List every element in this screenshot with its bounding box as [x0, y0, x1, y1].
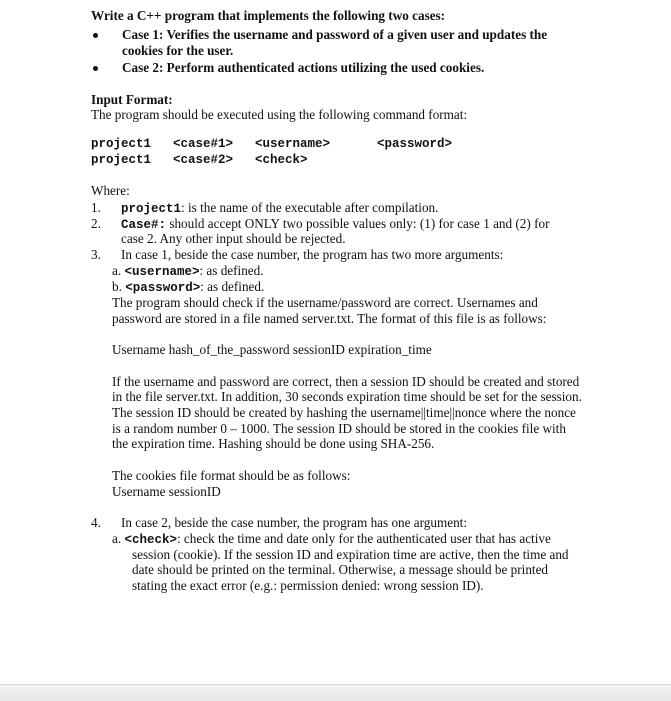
case1-line2: cookies for the user.	[122, 43, 234, 58]
cmd1-program: project1	[91, 137, 152, 151]
para2-line1: If the username and password are correct, then a session ID should be created and stored	[112, 374, 580, 389]
input-format-intro: The program should be executed using the following command format:	[91, 107, 468, 122]
item2-line2: case 2. Any other input should be rejected.	[121, 231, 346, 246]
item1-code: project1	[121, 202, 182, 216]
item3a-line	[112, 263, 264, 281]
item3a-code: <username>	[124, 265, 200, 279]
bullet-dot	[93, 33, 98, 38]
item-number: 3.	[91, 247, 101, 262]
sub-label: a.	[112, 531, 122, 546]
case1-line1: Case 1: Verifies the username and password of a given user and updates the	[122, 27, 548, 42]
item1-line	[121, 200, 438, 218]
item3b-line	[112, 279, 264, 297]
item4a-text: : check the time and date only for the authenticated user that has active	[176, 531, 551, 546]
cmd1-password: <password>	[377, 137, 453, 151]
item3-text: In case 1, beside the case number, the program has two more arguments:	[121, 247, 504, 262]
cmd1-case: <case#1>	[173, 137, 234, 151]
cookies-format-line: Username sessionID	[112, 484, 221, 499]
item2-text: should accept ONLY two possible values only: (1) for case 1 and (2) for	[169, 216, 550, 231]
cmd2-check: <check>	[255, 153, 308, 167]
para2-line2: in the file server.txt. In addition, 30 seconds expiration time should be set for the session.	[112, 389, 582, 404]
cookies-format-intro: The cookies file format should be as follows:	[112, 468, 351, 483]
para1-line2: password are stored in a file named server.txt. The format of this file is as follows:	[112, 311, 547, 326]
item4a-line3: date should be printed on the terminal. Otherwise, a message should be printed	[132, 562, 549, 577]
bottom-scroll-edge	[0, 684, 671, 701]
para2-line5: the expiration time. Hashing should be done using SHA-256.	[112, 436, 435, 451]
cmd2-program: project1	[91, 153, 152, 167]
input-format-title: Input Format:	[91, 92, 173, 107]
para1-line1: The program should check if the username/password are correct. Usernames and	[112, 295, 538, 310]
where-label: Where:	[91, 183, 130, 198]
item3a-text: : as defined.	[199, 263, 264, 278]
para2-line4: is a random number 0 – 1000. The session ID should be stored in the cookies file with	[112, 421, 566, 436]
item4a-line1	[112, 531, 551, 549]
para2-line3: The session ID should be created by hashing the username||time||nonce where the nonce	[112, 405, 576, 420]
bullet-dot	[93, 66, 98, 71]
server-file-format: Username hash_of_the_password sessionID expiration_time	[112, 342, 432, 357]
case2-line: Case 2: Perform authenticated actions utilizing the used cookies.	[122, 60, 485, 75]
item3b-text: : as defined.	[200, 279, 265, 294]
cmd2-case: <case#2>	[173, 153, 234, 167]
assignment-heading: Write a C++ program that implements the following two cases:	[91, 8, 446, 23]
item4-text: In case 2, beside the case number, the program has one argument:	[121, 515, 468, 530]
sub-label: b.	[112, 279, 122, 294]
sub-label: a.	[112, 263, 122, 278]
item3b-code: <password>	[125, 281, 201, 295]
item-number: 2.	[91, 216, 101, 231]
item-number: 1.	[91, 200, 101, 215]
cmd1-username: <username>	[255, 137, 331, 151]
item-number: 4.	[91, 515, 101, 530]
item1-text: : is the name of the executable after compilation.	[181, 200, 439, 215]
item4a-line2: session (cookie). If the session ID and expiration time are active, then the time and	[132, 547, 569, 562]
item4a-line4: stating the exact error (e.g.: permission denied: wrong session ID).	[132, 578, 484, 593]
item4a-code: <check>	[124, 533, 177, 547]
item2-code: Case#:	[121, 218, 167, 232]
